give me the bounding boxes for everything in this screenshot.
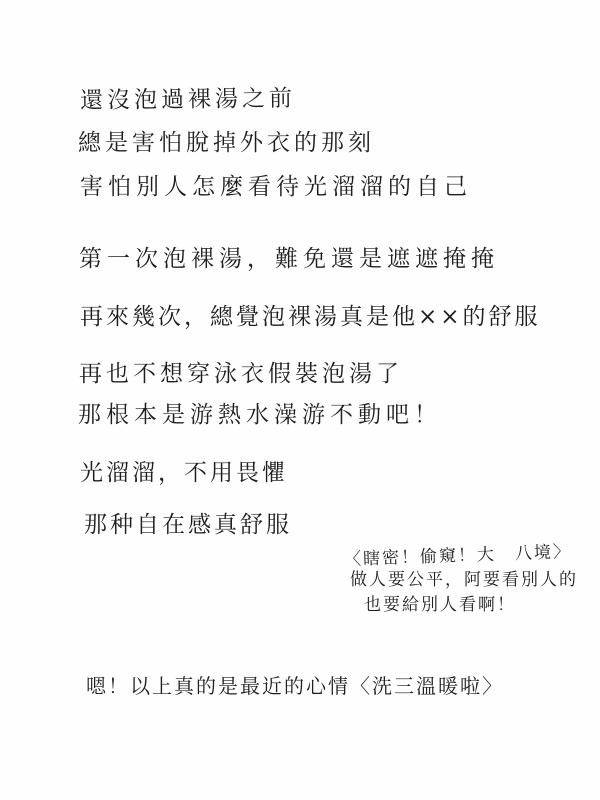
poem-line-5: 再來幾次，總覺泡裸湯真是他××的舒服 bbox=[80, 304, 541, 330]
poem-line-3: 害怕別人怎麼看待光溜溜的自己 bbox=[80, 174, 472, 200]
poem-line-4: 第一次泡裸湯，難免還是遮遮掩掩 bbox=[79, 246, 499, 272]
side-note-line-2: 做人要公平，阿要看別人的 bbox=[350, 570, 578, 590]
poem-line-2: 總是害怕脫掉外衣的那刻 bbox=[78, 130, 375, 156]
poem-line-7: 那根本是游熱水澡游不動吧！ bbox=[78, 402, 442, 428]
footer-note: 嗯！以上真的是最近的心情〈洗三溫暖啦〉 bbox=[86, 674, 504, 698]
side-note-line-3: 也要給別人看啊！ bbox=[364, 595, 516, 615]
side-note-line-1: 〈瞎密！偷窺！大 八境〉 bbox=[343, 542, 573, 570]
poem-line-6: 再也不想穿泳衣假裝泡湯了 bbox=[79, 361, 403, 387]
poem-line-8: 光溜溜，不用畏懼 bbox=[80, 460, 288, 486]
poem-line-9: 那种自在感真舒服 bbox=[84, 512, 292, 538]
poem-line-1: 還沒泡過裸湯之前 bbox=[79, 85, 297, 114]
